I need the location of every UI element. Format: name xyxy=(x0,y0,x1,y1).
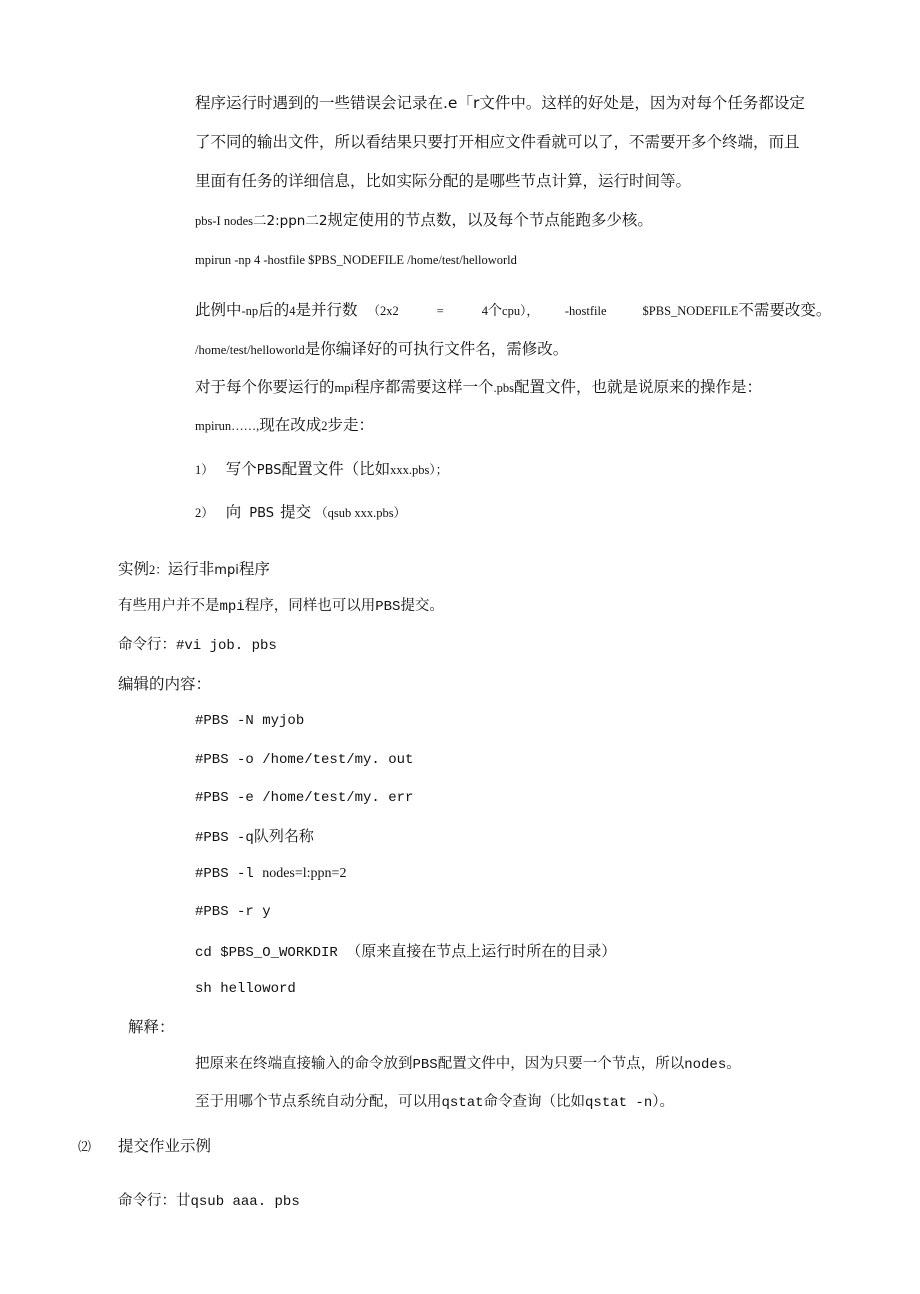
non-mpi-mpi: mpi xyxy=(219,599,245,615)
example-2-text: 运行非 xyxy=(167,560,215,578)
explanation-1-pbs: PBS xyxy=(412,1057,438,1073)
explanation-1-end: 。 xyxy=(726,1056,741,1072)
example-2-text-2: 程序 xyxy=(238,560,270,578)
example-2-label: 实例 xyxy=(118,560,150,578)
explanation-2-qstat: qstat xyxy=(441,1095,484,1111)
command-line-2 xyxy=(118,1193,300,1211)
pbs-nodes-line xyxy=(195,211,653,230)
command-line-1 xyxy=(118,637,277,655)
step-2-number: 2） xyxy=(195,506,214,520)
explanation-2-text: 至于用哪个节点系统自动分配，可以用 xyxy=(195,1094,442,1110)
script-line-1: #PBS -N myjob xyxy=(195,713,305,729)
script-nodes-value: nodes=l:ppn=2 xyxy=(262,866,347,881)
each-text: 对于每个你要运行的 xyxy=(195,378,335,396)
example-2-mpi: mpi xyxy=(214,563,239,578)
command-line-2-label: 命令行： xyxy=(118,1193,176,1209)
pbs-nodes-desc: 规定使用的节点数，以及每个节点能跑多少核。 xyxy=(327,211,653,229)
explain-equals: = xyxy=(436,304,444,318)
pbs-nodes-value: 二2:ppn二2 xyxy=(252,213,328,229)
script-cd: cd $PBS_O_WORKDIR xyxy=(195,945,347,961)
example-2-num: 2： xyxy=(149,563,168,577)
mpirun-text-2: 步走： xyxy=(327,416,375,434)
step-1-file: xxx.pbs）； xyxy=(390,463,449,477)
mpirun-two-step-line xyxy=(195,416,374,435)
mpirun-text: 现在改成 xyxy=(259,416,322,434)
script-queue-flag: #PBS -q xyxy=(195,830,254,846)
each-text-3: 配置文件，也就是说原来的操作是： xyxy=(513,378,762,396)
step-1-text: 写个 xyxy=(225,460,257,478)
edit-content-label: 编辑的内容： xyxy=(118,675,212,693)
script-line-4 xyxy=(195,827,314,847)
non-mpi-text-3: 提交。 xyxy=(400,598,444,614)
each-text-2: 程序都需要这样一个 xyxy=(353,378,494,396)
command-line-label: 命令行： xyxy=(118,637,176,653)
para-line-1: 程序运行时遇到的一些错误会记录在.e「r文件中。这样的好处是，因为对每个任务都设定 xyxy=(195,94,805,112)
step-2-pbs: PBS xyxy=(249,506,275,521)
each-mpi: mpi xyxy=(334,381,354,395)
command-line-2-qsub: qsub aaa. pbs xyxy=(190,1194,300,1210)
explanation-2-text-2: 命令查询（比如 xyxy=(483,1094,586,1110)
para-line-2: 了不同的输出文件，所以看结果只要打开相应文件看就可以了，不需要开多个终端，而且 xyxy=(195,133,800,151)
each-program-line xyxy=(195,378,762,397)
command-line-vi: #vi job. pbs xyxy=(176,638,277,654)
explanation-label: 解释： xyxy=(128,1018,175,1036)
explanation-1-text: 把原来在终端直接输入的命令放到 xyxy=(195,1056,413,1072)
explain-text-3: 是并行数 xyxy=(295,301,358,319)
step-2 xyxy=(195,503,406,522)
explain-2x2: （2x2 xyxy=(367,304,399,318)
explanation-2-qstat-n: qstat -n xyxy=(585,1095,653,1111)
explain-np: -np xyxy=(241,304,259,318)
each-pbs: .pbs xyxy=(493,381,514,395)
explanation-1-text-2: 配置文件中，因为只要一个节点，所以 xyxy=(437,1056,685,1072)
step-2-text: 向 xyxy=(225,503,242,521)
step-1-pbs: PBS xyxy=(256,463,282,478)
script-cd-comment: （原来直接在节点上运行时所在的目录） xyxy=(346,942,617,960)
non-mpi-line xyxy=(118,598,444,616)
explain-text-4: 不需要改变。 xyxy=(738,301,832,319)
explanation-1-nodes: nodes xyxy=(684,1057,727,1073)
path-line xyxy=(195,340,568,359)
explain-ge: 个 xyxy=(488,303,503,319)
explain-line xyxy=(195,301,831,320)
non-mpi-text-2: 程序，同样也可以用 xyxy=(244,598,376,614)
script-line-7 xyxy=(195,942,616,962)
explain-hostfile: -hostfile xyxy=(564,304,607,318)
script-nodes-flag: #PBS -l xyxy=(195,866,263,882)
pbs-nodes-cmd: pbs-I nodes xyxy=(195,214,253,228)
mpirun-dots: mpirun……, xyxy=(195,419,260,433)
mpirun-command: mpirun -np 4 -hostfile $PBS_NODEFILE /home/test/helloworld xyxy=(195,253,517,267)
explain-cpu: cpu）， xyxy=(502,304,539,318)
script-queue-name: 队列名称 xyxy=(253,827,314,845)
step-2-cmd: （qsub xxx.pbs） xyxy=(315,506,407,520)
path-desc: 是你编译好的可执行文件名，需修改。 xyxy=(304,340,569,358)
script-line-3: #PBS -e /home/test/my. err xyxy=(195,790,414,806)
step-1-text-2: 配置文件（比如 xyxy=(281,460,391,478)
step-1-number: 1） xyxy=(195,463,214,477)
explanation-line-1 xyxy=(195,1056,741,1074)
example-2-heading xyxy=(118,560,270,579)
script-line-6: #PBS -r y xyxy=(195,904,271,920)
mpirun-2: 2 xyxy=(321,419,328,433)
explanation-2-end: ）。 xyxy=(652,1094,674,1110)
explain-text: 此例中 xyxy=(195,301,242,319)
script-line-2: #PBS -o /home/test/my. out xyxy=(195,752,414,768)
script-line-8: sh helloword xyxy=(195,981,296,997)
explain-nodefile: $PBS_NODEFILE xyxy=(642,304,739,318)
script-line-5 xyxy=(195,866,346,883)
para-line-3: 里面有任务的详细信息，比如实际分配的是哪些节点计算，运行时间等。 xyxy=(195,172,692,190)
explain-4: 4 xyxy=(289,304,296,318)
section-2-number: ⑵ xyxy=(78,1139,92,1154)
command-line-2-prefix: 廿 xyxy=(176,1193,191,1209)
explanation-line-2 xyxy=(195,1094,674,1112)
explain-4b: 4 xyxy=(481,304,489,318)
explain-text-2: 后的 xyxy=(258,301,290,319)
path-helloworld: /home/test/helloworld xyxy=(195,343,305,357)
step-1 xyxy=(195,460,448,479)
non-mpi-pbs: PBS xyxy=(375,599,401,615)
step-2-text-2: 提交 xyxy=(280,503,312,521)
non-mpi-text: 有些用户并不是 xyxy=(118,598,220,614)
section-2-title: 提交作业示例 xyxy=(118,1137,212,1155)
